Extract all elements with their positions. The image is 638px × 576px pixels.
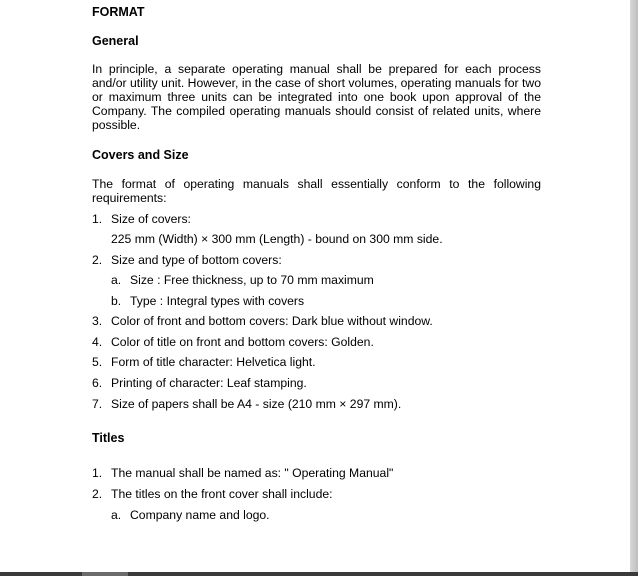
covers-intro: The format of operating manuals shall essentially conform to the following requirements:: [92, 177, 541, 205]
document-page: FORMAT General In principle, a separate operating manual shall be prepared for each process and/or utility unit. However, in the case of short volumes, operating manuals for two or maximum three units can be integrated into one book upon approval of the Company. The compiled operating manuals should consist of related units, where possible. Covers and Size The format of operating manuals shall essentially conform to the following requirements: 1. Size of covers: 225 mm (Width) × 300 mm (Length) - bound on 300 mm side. 2. Size and type of bottom covers: a. Size : Free thickness, up to 70 mm maximum b. Type : Integral types with covers 3. Color of front and bottom covers: Dark blue without window. 4. Color of title on front and bottom covers: Golden. 5. Form of title character: Helvetica light. 6. Printing of character: Leaf stamping. 7. Size of papers shall be A4 - size (210 mm × 297 mm). Titles 1. The manual shall be named as: " Operating Manual" 2. The titles on the front cover shall include: a. Company name and logo.: [0, 0, 630, 572]
vertical-scrollbar[interactable]: [630, 0, 638, 576]
general-heading: General: [92, 34, 139, 48]
covers-heading: Covers and Size: [92, 148, 189, 162]
general-paragraph: In principle, a separate operating manual shall be prepared for each process and/or utility unit. However, in the case of short volumes, operating manuals for two or maximum three units can be integrated into one book upon approval of the Company. The compiled operating manuals should consist of related units, where possible.: [92, 62, 541, 132]
horizontal-scrollbar[interactable]: [0, 572, 638, 576]
titles-heading: Titles: [92, 431, 125, 445]
format-heading: FORMAT: [92, 5, 145, 19]
scrollbar-thumb[interactable]: [82, 572, 128, 576]
